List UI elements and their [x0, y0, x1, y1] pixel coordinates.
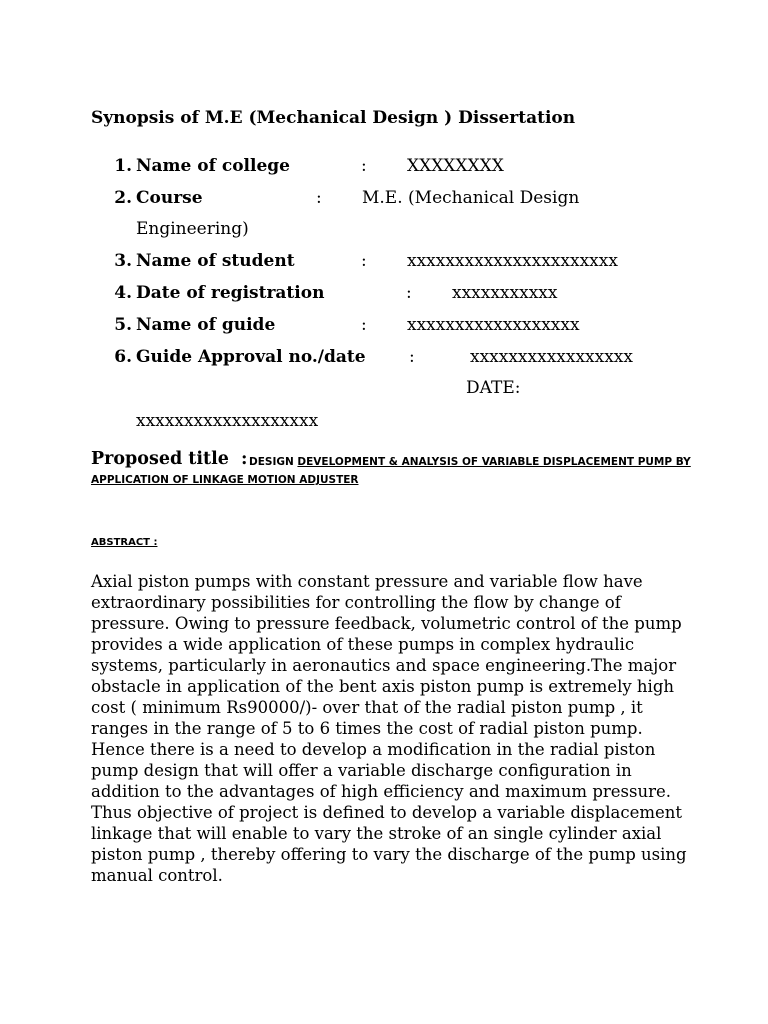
item-4-value: xxxxxxxxxxx — [452, 283, 558, 303]
item-4-colon: : — [406, 283, 412, 303]
item-1-number: 1. — [114, 156, 132, 176]
item-2-colon: : — [316, 188, 322, 208]
item-3-label: Name of student — [136, 251, 295, 271]
item-2-label: Course — [136, 188, 203, 208]
proposed-title-line1 — [249, 456, 691, 468]
item-5-label: Name of guide — [136, 315, 276, 335]
item-4-label: Date of registration — [136, 283, 325, 303]
item-6-value: xxxxxxxxxxxxxxxxx — [470, 347, 633, 367]
item-1-value: XXXXXXXX — [407, 156, 504, 176]
item-6-label: Guide Approval no./date — [136, 347, 366, 367]
item-3-colon: : — [361, 251, 367, 271]
item-6-colon: : — [409, 347, 415, 367]
date-value: xxxxxxxxxxxxxxxxxxx — [136, 411, 319, 431]
item-1-label: Name of college — [136, 156, 290, 176]
item-2-value: M.E. (Mechanical Design — [362, 188, 580, 208]
item-5-value: xxxxxxxxxxxxxxxxxx — [407, 315, 580, 335]
proposed-title-line2: APPLICATION OF LINKAGE MOTION ADJUSTER — [91, 474, 359, 486]
abstract-paragraph: Axial piston pumps with constant pressure and variable flow have extraordinary possibilities for controlling the flow by change of pressure. Owing to pressure feedback, volumetric control of the pump provides a wide application of these pumps in complex hydraulic systems, particularly in aeronautics and space engineering.The major obstacle in application of the bent axis piston pump is extremely high cost ( minimum Rs90000/)- over that of the radial piston pump , it ranges in the range of 5 to 6 times the cost of radial piston pump. Hence there is a need to develop a modification in the radial piston pump design that will offer a variable discharge configuration in addition to the advantages of high efficiency and maximum pressure. Thus objective of project is defined to develop a variable displacement linkage that will enable to vary the stroke of an single cylinder axial piston pump , thereby offering to vary the discharge of the pump using manual control. — [91, 572, 687, 885]
item-4-number: 4. — [114, 283, 132, 303]
proposed-title-label-text: Proposed title — [91, 449, 229, 469]
proposed-title-label — [91, 449, 247, 469]
date-label: DATE: — [466, 378, 521, 398]
item-1-colon: : — [361, 156, 367, 176]
proposed-title-colon: : — [240, 449, 248, 469]
abstract-label: ABSTRACT : — [91, 537, 158, 548]
document-heading: Synopsis of M.E (Mechanical Design ) Dissertation — [91, 108, 576, 128]
item-6-number: 6. — [114, 347, 132, 367]
item-3-value: xxxxxxxxxxxxxxxxxxxxxx — [407, 251, 618, 271]
item-2-value-continued: Engineering) — [136, 219, 249, 239]
item-3-number: 3. — [114, 251, 132, 271]
item-2-number: 2. — [114, 188, 132, 208]
proposed-title-line1-text: DEVELOPMENT & ANALYSIS OF VARIABLE DISPLACEMENT PUMP BY — [297, 456, 691, 468]
item-5-number: 5. — [114, 315, 132, 335]
proposed-title-first-word: DESIGN — [249, 456, 294, 468]
item-5-colon: : — [361, 315, 367, 335]
